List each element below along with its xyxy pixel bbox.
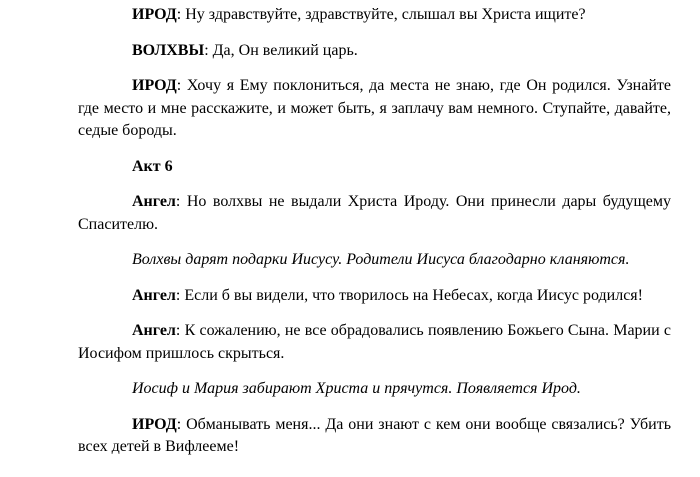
dialogue-paragraph — [78, 285, 671, 308]
dialogue-text: : Обманывать меня... Да они знают с кем они вообще связались? Убить всех детей в Вифлееме! — [78, 415, 671, 455]
dialogue-text: : Хочу я Ему поклониться, да места не знаю, где Он родился. Узнайте где место и мне расскажите, и может быть, я заплачу вам немного. Ступайте, давайте, седые бороды. — [78, 77, 671, 139]
dialogue-text: : К сожалению, не все обрадовались появлению Божьего Сына. Марии с Иосифом пришлось скрыться. — [78, 322, 671, 362]
speaker-name: ИРОД — [132, 415, 177, 433]
dialogue-paragraph — [78, 191, 671, 236]
dialogue-text: : Но волхвы не выдали Христа Ироду. Они принесли дары будущему Спасителю. — [78, 193, 671, 233]
speaker-name: ИРОД — [132, 77, 177, 94]
act-heading: Акт 6 — [132, 157, 173, 175]
dialogue-text: : Если б вы видели, что творилось на Небесах, когда Иисус родился! — [175, 286, 643, 304]
speaker-name: Ангел — [132, 286, 176, 304]
dialogue-paragraph — [78, 75, 671, 143]
stage-direction: Волхвы дарят подарки Иисусу. Родители Иисуса благодарно кланяются. — [132, 251, 630, 268]
speaker-name: Ангел — [132, 193, 176, 210]
dialogue-paragraph — [78, 40, 671, 63]
dialogue-paragraph — [78, 320, 671, 365]
dialogue-text: : Да, Он великий царь. — [204, 41, 358, 59]
speaker-name: ВОЛХВЫ — [132, 41, 205, 59]
dialogue-paragraph — [78, 414, 671, 459]
dialogue-paragraph — [78, 4, 671, 27]
stage-direction: Иосиф и Мария забирают Христа и прячутся. Появляется Ирод. — [132, 380, 581, 397]
speaker-name: Ангел — [132, 322, 176, 339]
speaker-name: ИРОД — [132, 6, 177, 23]
dialogue-text: : Ну здравствуйте, здравствуйте, слышал вы Христа ищите? — [176, 6, 586, 23]
